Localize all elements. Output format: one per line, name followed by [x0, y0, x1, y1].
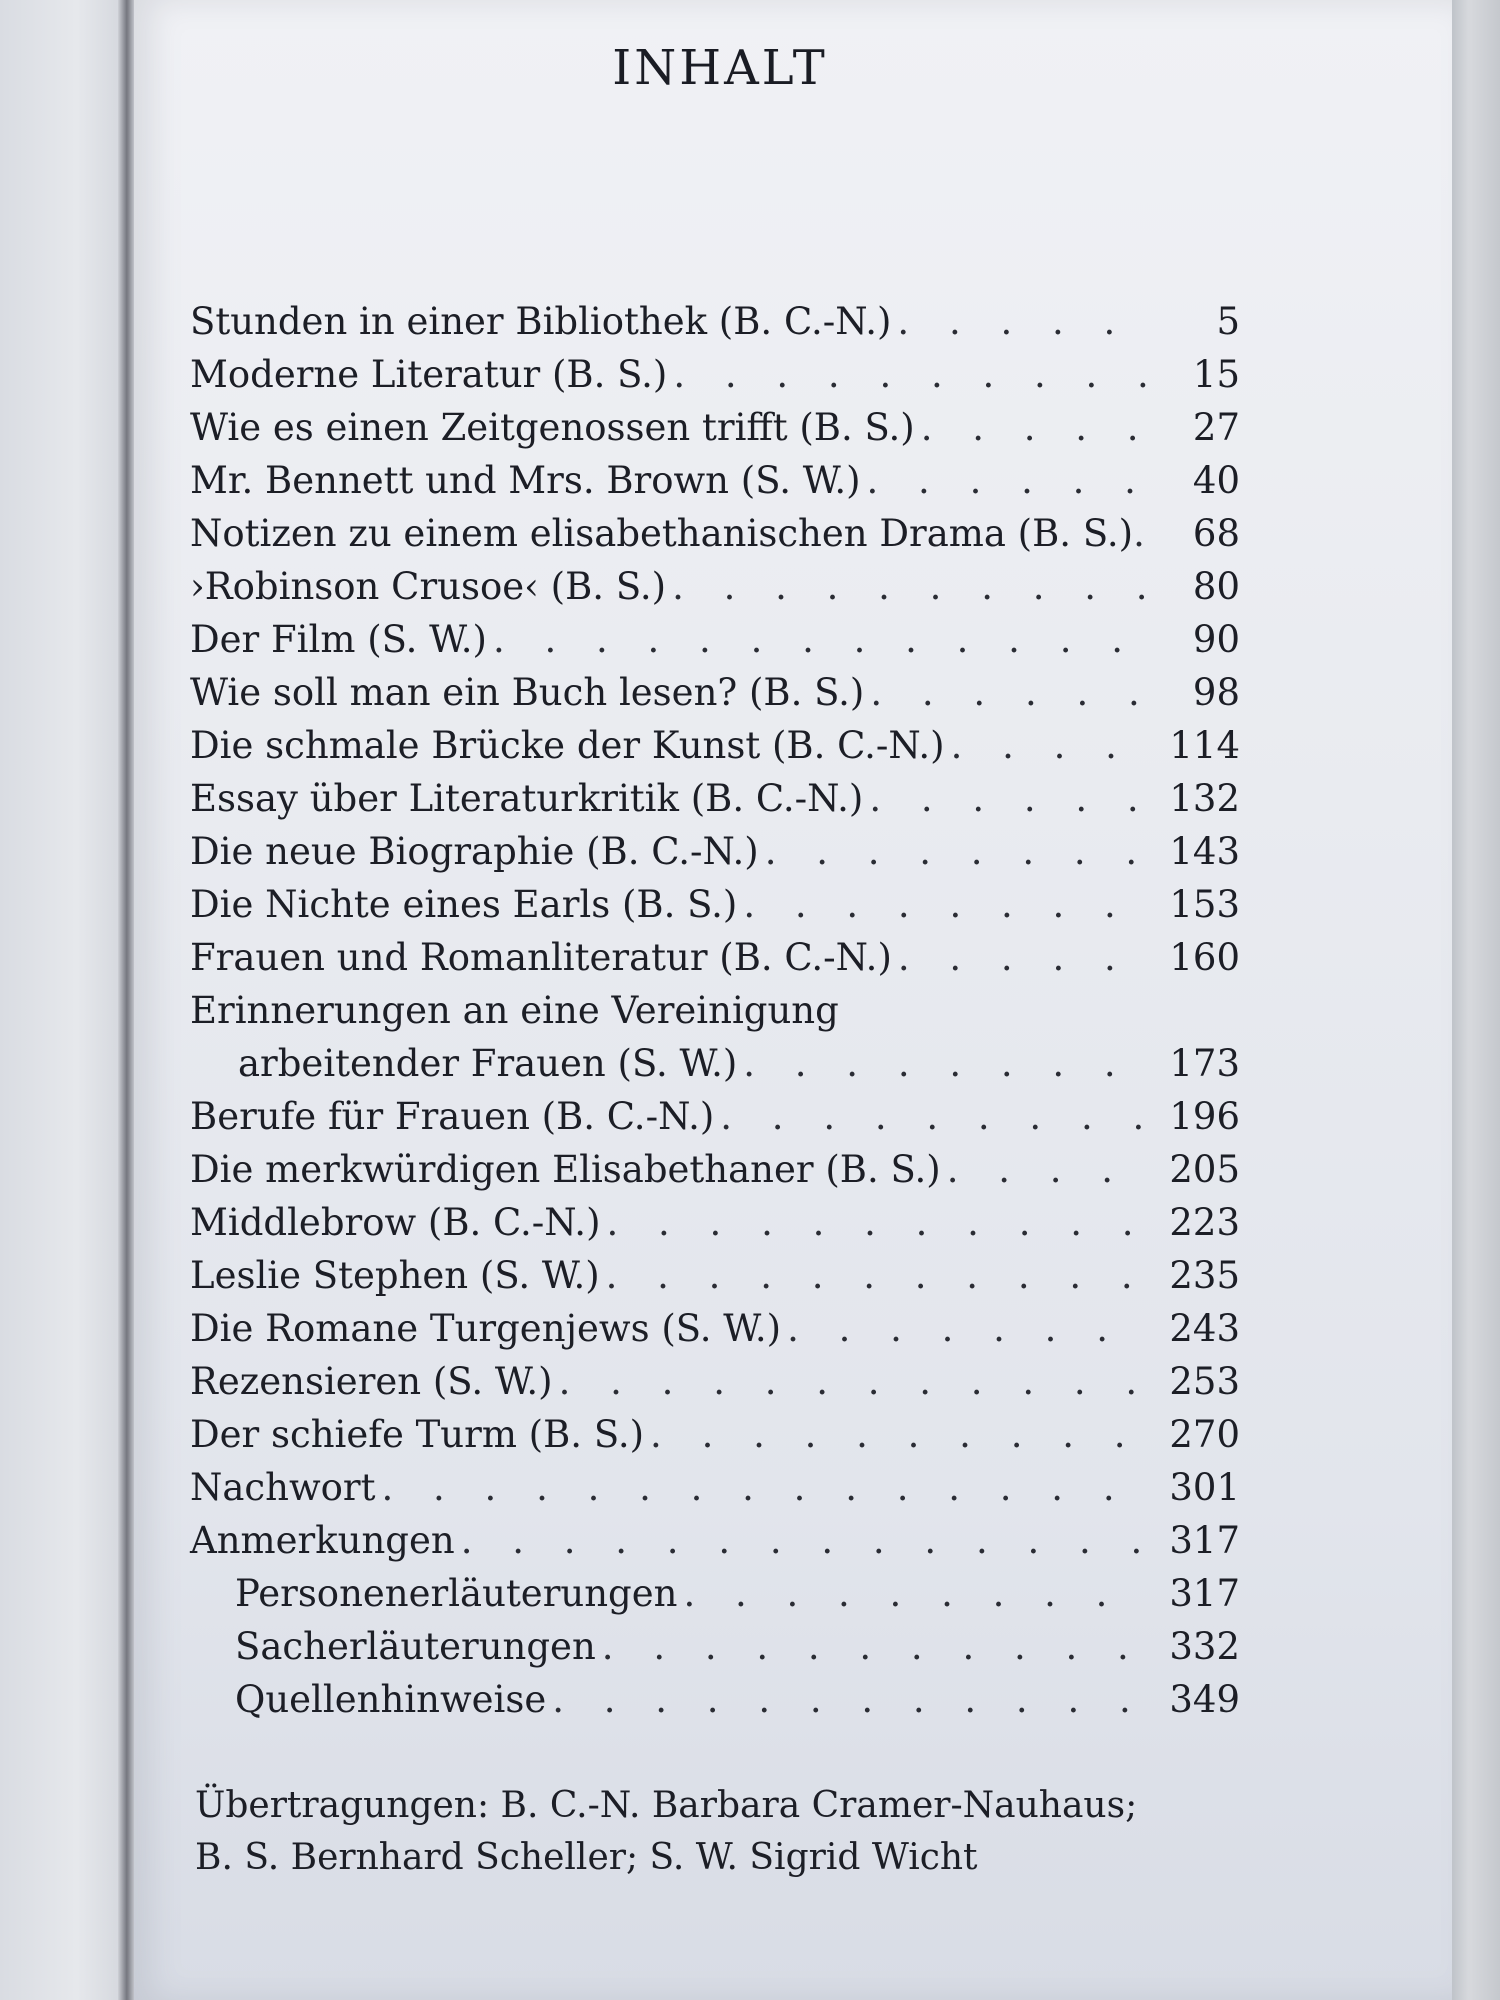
toc-entry-title: Der Film (S. W.) [190, 618, 487, 661]
leader-dots [787, 1307, 1150, 1350]
toc-entry [190, 1254, 1240, 1307]
leader-dots [867, 459, 1150, 502]
toc-entry [190, 1095, 1240, 1148]
toc-entry-title: Nachwort [190, 1466, 376, 1509]
toc-entry-page: 90 [1192, 618, 1240, 661]
toc-entry-page: 223 [1169, 1201, 1240, 1244]
toc-entry-title: Mr. Bennett und Mrs. Brown (S. W.) [190, 459, 861, 502]
toc-subentry [190, 1625, 1240, 1678]
leader-dots [743, 883, 1150, 926]
toc-entry-title: Moderne Literatur (B. S.) [190, 353, 668, 396]
toc-entry-title: Anmerkungen [190, 1519, 455, 1562]
toc-entry-page: 80 [1192, 565, 1240, 608]
leader-dots [1133, 512, 1160, 555]
leader-dots [683, 1572, 1150, 1615]
leader-dots [765, 830, 1150, 873]
toc-entry-title: Wie es einen Zeitgenossen trifft (B. S.) [190, 406, 915, 449]
toc-entry-page: 243 [1169, 1307, 1240, 1350]
toc-entry-title: Die neue Biographie (B. C.-N.) [190, 830, 759, 873]
toc-subentry [190, 1572, 1240, 1625]
toc-entry-title: Sacherläuterungen [235, 1625, 596, 1668]
toc-entry [190, 671, 1240, 724]
toc-entry-page: 253 [1169, 1360, 1240, 1403]
leader-dots [493, 618, 1150, 661]
toc-entry-title: Die schmale Brücke der Kunst (B. C.-N.) [190, 724, 945, 767]
toc-entry [190, 1413, 1240, 1466]
toc-entry-page: 205 [1169, 1148, 1240, 1191]
toc-entry-page: 5 [1216, 300, 1240, 343]
toc-entry-title: Personenerläuterungen [235, 1572, 678, 1615]
toc-entry-title: Wie soll man ein Buch lesen? (B. S.) [190, 671, 865, 714]
leader-dots [672, 565, 1150, 608]
leader-dots [869, 777, 1150, 820]
toc-entry [190, 512, 1240, 565]
toc-entry-page: 98 [1192, 671, 1240, 714]
leader-dots [606, 1254, 1150, 1297]
toc-entry-title: Notizen zu einem elisabethanischen Drama (B. S.) [190, 512, 1134, 555]
leader-dots [559, 1360, 1150, 1403]
toc-entry-page: 317 [1169, 1519, 1240, 1562]
translator-credits [195, 1780, 1295, 1884]
leader-dots [898, 936, 1150, 979]
leader-dots [897, 300, 1150, 343]
toc-entry [190, 1307, 1240, 1360]
leader-dots [720, 1095, 1150, 1138]
toc-entry-page: 143 [1169, 830, 1240, 873]
toc-entry [190, 989, 1240, 1042]
page-title: INHALT [612, 40, 828, 96]
credits-line: B. S. Bernhard Scheller; S. W. Sigrid Wicht [195, 1837, 978, 1878]
leader-dots [607, 1201, 1150, 1244]
toc-entry-title: Erinnerungen an eine Vereinigung [190, 989, 839, 1032]
toc-entry-title: Frauen und Romanliteratur (B. C.-N.) [190, 936, 892, 979]
toc-entry-page: 114 [1169, 724, 1240, 767]
leader-dots [602, 1625, 1150, 1668]
leader-dots [552, 1678, 1150, 1721]
leader-dots [870, 671, 1150, 714]
toc-entry-page: 173 [1169, 1042, 1240, 1085]
toc-entry-page: 40 [1192, 459, 1240, 502]
toc-entry-page: 317 [1169, 1572, 1240, 1615]
toc-entry-page: 153 [1169, 883, 1240, 926]
toc-entry [190, 618, 1240, 671]
toc-entry-title: Berufe für Frauen (B. C.-N.) [190, 1095, 715, 1138]
leader-dots [921, 406, 1150, 449]
toc-entry [190, 565, 1240, 618]
toc-entry-title: Leslie Stephen (S. W.) [190, 1254, 600, 1297]
toc-entry-title: Stunden in einer Bibliothek (B. C.-N.) [190, 300, 892, 343]
toc-entry [190, 300, 1240, 353]
toc-entry [190, 353, 1240, 406]
leader-dots [650, 1413, 1150, 1456]
toc-entry-page: 160 [1169, 936, 1240, 979]
toc-entry-title-continued: arbeitender Frauen (S. W.) [238, 1042, 738, 1085]
toc-entry [190, 459, 1240, 512]
toc-subentry [190, 1678, 1240, 1731]
toc-entry-title: Rezensieren (S. W.) [190, 1360, 553, 1403]
page-edges [1452, 0, 1500, 2000]
toc-entry [190, 936, 1240, 989]
credits-line: Übertragungen: B. C.-N. Barbara Cramer-Nauhaus; [195, 1785, 1138, 1826]
toc-entry [190, 406, 1240, 459]
facing-page [0, 0, 128, 2000]
toc-entry-title: Middlebrow (B. C.-N.) [190, 1201, 601, 1244]
toc-entry-page: 68 [1192, 512, 1240, 555]
toc-entry-title: ›Robinson Crusoe‹ (B. S.) [190, 565, 667, 608]
toc-entry-page: 196 [1169, 1095, 1240, 1138]
toc-entry-title: Die Romane Turgenjews (S. W.) [190, 1307, 782, 1350]
table-of-contents [190, 300, 1240, 1731]
toc-entry-title: Essay über Literaturkritik (B. C.-N.) [190, 777, 864, 820]
toc-entry-title: Die merkwürdigen Elisabethaner (B. S.) [190, 1148, 941, 1191]
toc-entry-title: Quellenhinweise [235, 1678, 547, 1721]
toc-entry-page: 132 [1169, 777, 1240, 820]
toc-entry [190, 724, 1240, 777]
toc-entry-page: 270 [1169, 1413, 1240, 1456]
book-gutter [118, 0, 134, 2000]
toc-entry-continuation [190, 1042, 1240, 1095]
toc-entry [190, 1148, 1240, 1201]
toc-entry-page: 349 [1169, 1678, 1240, 1721]
toc-entry [190, 1360, 1240, 1413]
toc-entry [190, 1519, 1240, 1572]
toc-entry-title: Der schiefe Turm (B. S.) [190, 1413, 645, 1456]
toc-entry-page: 15 [1192, 353, 1240, 396]
leader-dots [382, 1466, 1151, 1509]
leader-dots [673, 353, 1150, 396]
toc-entry-title: Die Nichte eines Earls (B. S.) [190, 883, 738, 926]
toc-entry-page: 301 [1169, 1466, 1240, 1509]
leader-dots [461, 1519, 1150, 1562]
toc-entry [190, 1466, 1240, 1519]
leader-dots [951, 724, 1150, 767]
toc-entry-page: 235 [1169, 1254, 1240, 1297]
toc-entry [190, 777, 1240, 830]
leader-dots [947, 1148, 1150, 1191]
toc-entry-page: 332 [1169, 1625, 1240, 1668]
leader-dots [743, 1042, 1150, 1085]
toc-entry [190, 1201, 1240, 1254]
toc-entry [190, 883, 1240, 936]
toc-entry [190, 830, 1240, 883]
toc-entry-page: 27 [1192, 406, 1240, 449]
